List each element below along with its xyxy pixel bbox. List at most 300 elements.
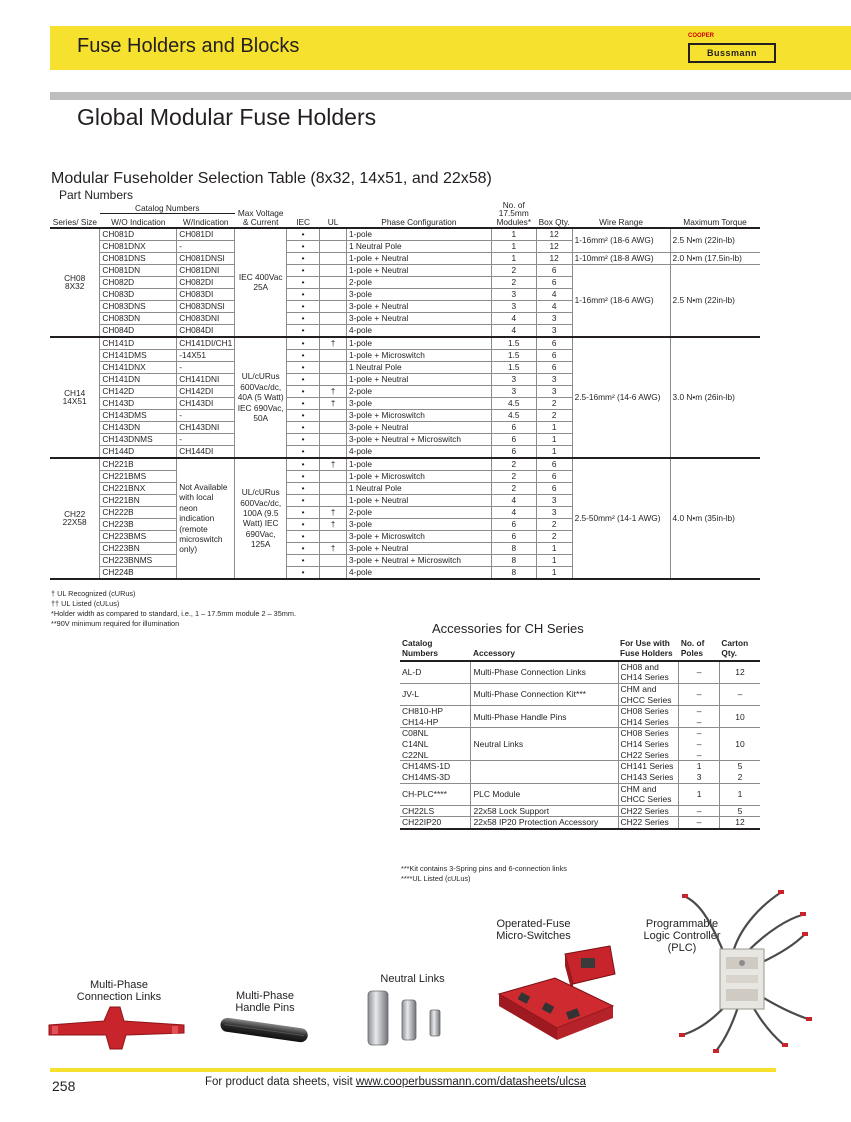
box-qty: 1	[536, 421, 572, 433]
acc-poles	[679, 805, 720, 817]
max-torque: 2.0 N•m (17.5in-lb)	[670, 252, 760, 264]
catalog-w-indication: CH082DI	[177, 276, 235, 288]
modules-count: 4.5	[491, 409, 536, 421]
col-catalog-numbers: Catalog Numbers	[100, 200, 235, 213]
acc-catalog-number-line: CH14MS-1D	[402, 761, 451, 772]
acc-poles-line: 1	[696, 761, 702, 772]
acc-poles-line: –	[696, 805, 702, 816]
acc-col-accessory: Accessory	[471, 637, 618, 661]
catalog-w-indication: -	[177, 361, 235, 373]
iec-mark: •	[287, 288, 320, 300]
ul-mark	[320, 530, 347, 542]
ul-mark	[320, 349, 347, 361]
catalog-wo-indication: CH221BNX	[100, 482, 177, 494]
series-group-ch08	[50, 228, 760, 337]
catalog-wo-indication: CH223B	[100, 518, 177, 530]
phase-configuration: 3-pole + Neutral	[346, 300, 491, 312]
iec-mark: •	[287, 276, 320, 288]
acc-poles-line: –	[696, 749, 702, 760]
iec-mark: •	[287, 506, 320, 518]
ul-mark	[320, 276, 347, 288]
table-row	[400, 805, 760, 817]
fuse-size: 8X32	[64, 281, 85, 292]
acc-catalog-number-line: CH22LS	[402, 805, 435, 816]
modules-count: 4	[491, 324, 536, 337]
modules-count: 2	[491, 470, 536, 482]
catalog-wo-indication: CH141DMS	[100, 349, 177, 361]
box-qty: 6	[536, 470, 572, 482]
acc-for-use	[618, 728, 679, 761]
ul-mark	[320, 312, 347, 324]
part-numbers-label: Part Numbers	[59, 188, 134, 202]
modules-count: 1.5	[491, 361, 536, 373]
box-qty: 12	[536, 240, 572, 252]
ul-mark: †	[320, 385, 347, 397]
wire-range: 2.5-16mm² (14-6 AWG)	[572, 337, 670, 458]
ul-mark: †	[320, 458, 347, 471]
acc-poles-line: –	[696, 817, 702, 828]
acc-poles-line: –	[696, 667, 702, 678]
modules-count: 3	[491, 300, 536, 312]
catalog-wo-indication: CH221BMS	[100, 470, 177, 482]
table-row	[400, 761, 760, 783]
acc-for-use	[618, 683, 679, 705]
acc-for-use-line: CH22 Series	[620, 817, 669, 828]
wire-range: 2.5-50mm² (14-1 AWG)	[572, 458, 670, 579]
box-qty: 1	[536, 554, 572, 566]
page-number: 258	[52, 1078, 76, 1094]
series-name: CH22	[64, 509, 86, 520]
iec-mark: •	[287, 421, 320, 433]
catalog-w-indication: -	[177, 433, 235, 445]
phase-configuration: 1-pole + Microswitch	[346, 349, 491, 361]
catalog-w-indication: -	[177, 409, 235, 421]
series-name: CH14	[64, 388, 86, 399]
box-qty: 1	[536, 566, 572, 579]
acc-for-use-line: CH141 Series	[620, 761, 674, 772]
acc-catalog-number-line: CH14-HP	[402, 716, 439, 727]
page-title: Global Modular Fuse Holders	[77, 104, 377, 130]
series-size-cell	[50, 228, 100, 337]
fuse-size: 22X58	[62, 517, 87, 528]
acc-catalog-number-line: C22NL	[402, 749, 429, 760]
acc-poles	[679, 728, 720, 761]
catalog-w-indication: CH084DI	[177, 324, 235, 337]
table-row	[50, 252, 760, 264]
acc-for-use-line: CH08 Series	[620, 706, 669, 717]
box-qty: 3	[536, 324, 572, 337]
col-max-torque: Maximum Torque	[683, 216, 747, 227]
max-torque: 2.5 N•m (22in-lb)	[670, 228, 760, 253]
modules-count: 8	[491, 554, 536, 566]
acc-for-use	[618, 817, 679, 829]
iec-mark: •	[287, 337, 320, 350]
modules-count: 6	[491, 530, 536, 542]
catalog-wo-indication: CH223BN	[100, 542, 177, 554]
catalog-wo-indication: CH141DNX	[100, 361, 177, 373]
acc-carton-qty-line: 2	[737, 771, 743, 782]
note-line: *Holder width as compared to standard, i.e., 1 – 17.5mm module 2 – 35mm.	[51, 609, 296, 618]
caption-micro-switches: Operated-Fuse Micro-Switches	[496, 918, 571, 942]
modules-count: 2	[491, 276, 536, 288]
catalog-w-indication: CH141DI/CH1	[177, 337, 235, 350]
acc-poles-line: –	[696, 728, 702, 739]
iec-mark: •	[287, 373, 320, 385]
acc-carton-qty-line: 1	[737, 788, 743, 799]
ul-mark	[320, 554, 347, 566]
series-group-ch22	[50, 458, 760, 579]
series-name: CH08	[64, 273, 86, 284]
catalog-wo-indication: CH081D	[100, 228, 177, 241]
max-voltage-current: UL/cURus 600Vac/dc, 40A (5 Watt) IEC 690Vac, 50A	[235, 337, 287, 458]
wire-range: 1-16mm² (18-6 AWG)	[572, 264, 670, 337]
ul-mark	[320, 264, 347, 276]
phase-configuration: 2-pole	[346, 506, 491, 518]
catalog-w-indication: CH083DNSI	[177, 300, 235, 312]
max-torque: 3.0 N•m (26in-lb)	[670, 337, 760, 458]
acc-col-for-use: For Use with Fuse Holders	[618, 637, 679, 661]
col-phase: Phase Configuration	[381, 216, 457, 227]
title-rule	[50, 92, 851, 100]
acc-carton-qty	[719, 783, 760, 805]
acc-accessory: Multi-Phase Connection Links	[471, 661, 618, 684]
ul-mark	[320, 566, 347, 579]
acc-poles	[679, 761, 720, 783]
catalog-wo-indication: CH221BN	[100, 494, 177, 506]
acc-carton-qty-line: 12	[735, 667, 745, 678]
table-row	[50, 337, 760, 350]
catalog-wo-indication: CH144D	[100, 445, 177, 458]
modules-count: 2	[491, 264, 536, 276]
modules-count: 6	[491, 445, 536, 458]
acc-for-use-line: CHM and	[620, 783, 657, 794]
table-row	[400, 706, 760, 728]
acc-for-use-line: CHCC Series	[620, 694, 672, 705]
catalog-w-indication-note: Not Available with local neon indication (remote microswitch only)	[177, 458, 235, 579]
catalog-w-indication: CH081DI	[177, 228, 235, 241]
box-qty: 2	[536, 409, 572, 421]
acc-for-use-line: CH22 Series	[620, 749, 669, 760]
col-w-indication: W/Indication	[182, 216, 229, 227]
iec-mark: •	[287, 409, 320, 421]
catalog-wo-indication: CH083DNS	[100, 300, 177, 312]
ul-mark	[320, 373, 347, 385]
acc-col-catalog: Catalog Numbers	[400, 637, 471, 661]
table-row	[50, 264, 760, 276]
ul-mark	[320, 421, 347, 433]
acc-for-use-line: CH143 Series	[620, 771, 674, 782]
catalog-wo-indication: CH141D	[100, 337, 177, 350]
acc-carton-qty-line: 12	[735, 817, 745, 828]
acc-catalog-number	[400, 783, 471, 805]
modules-count: 6	[491, 433, 536, 445]
catalog-wo-indication: CH143D	[100, 397, 177, 409]
acc-col-carton: Carton Qty.	[719, 637, 760, 661]
max-voltage-current: UL/cURus 600Vac/dc, 100A (9.5 Watt) IEC 690Vac, 125A	[235, 458, 287, 579]
wire-range: 1-10mm² (18-8 AWG)	[572, 252, 670, 264]
acc-for-use-line: CH08 Series	[620, 728, 669, 739]
multi-phase-links-image	[44, 1003, 194, 1053]
ul-mark	[320, 288, 347, 300]
acc-carton-qty-line: 10	[735, 711, 745, 722]
phase-configuration: 3-pole + Neutral	[346, 312, 491, 324]
neutral-links-image	[362, 988, 452, 1048]
ul-mark	[320, 228, 347, 241]
modules-count: 1	[491, 252, 536, 264]
acc-poles	[679, 661, 720, 684]
ul-mark: †	[320, 518, 347, 530]
modules-count: 1.5	[491, 337, 536, 350]
catalog-wo-indication: CH143DNMS	[100, 433, 177, 445]
caption-handle-pins: Multi-Phase Handle Pins	[235, 990, 295, 1014]
table-row	[400, 817, 760, 829]
box-qty: 4	[536, 288, 572, 300]
logo-small-text: COOPER	[688, 33, 715, 39]
phase-configuration: 1-pole + Microswitch	[346, 470, 491, 482]
note-line: † UL Recognized (cURus)	[51, 589, 136, 598]
phase-configuration: 2-pole	[346, 276, 491, 288]
acc-carton-qty-line: –	[737, 689, 743, 700]
acc-carton-qty-line: 10	[735, 739, 745, 750]
modules-count: 8	[491, 542, 536, 554]
iec-mark: •	[287, 458, 320, 471]
iec-mark: •	[287, 554, 320, 566]
catalog-w-indication: CH081DNI	[177, 264, 235, 276]
ul-mark: †	[320, 542, 347, 554]
box-qty: 4	[536, 300, 572, 312]
phase-configuration: 3-pole + Neutral + Microswitch	[346, 554, 491, 566]
iec-mark: •	[287, 300, 320, 312]
col-iec: IEC	[296, 216, 311, 227]
acc-carton-qty-line: 5	[737, 805, 743, 816]
catalog-wo-indication: CH083D	[100, 288, 177, 300]
max-torque: 4.0 N•m (35in-lb)	[670, 458, 760, 579]
box-qty: 1	[536, 433, 572, 445]
phase-configuration: 4-pole	[346, 566, 491, 579]
box-qty: 3	[536, 373, 572, 385]
catalog-wo-indication: CH223BNMS	[100, 554, 177, 566]
acc-poles	[679, 817, 720, 829]
acc-poles-line: –	[696, 739, 702, 750]
modules-count: 8	[491, 566, 536, 579]
catalog-w-indication: CH143DNI	[177, 421, 235, 433]
acc-for-use-line: CH08 and	[620, 661, 659, 672]
iec-mark: •	[287, 566, 320, 579]
phase-configuration: 1 Neutral Pole	[346, 240, 491, 252]
accessories-title: Accessories for CH Series	[432, 621, 584, 636]
acc-catalog-number-line: C14NL	[402, 739, 429, 750]
logo-wordmark: Bussmann	[688, 43, 776, 63]
footer-text	[205, 1076, 586, 1088]
box-qty: 3	[536, 506, 572, 518]
ul-mark	[320, 445, 347, 458]
box-qty: 6	[536, 337, 572, 350]
iec-mark: •	[287, 445, 320, 458]
iec-mark: •	[287, 482, 320, 494]
catalog-w-indication: CH143DI	[177, 397, 235, 409]
acc-carton-qty	[719, 761, 760, 783]
phase-configuration: 1-pole + Neutral	[346, 252, 491, 264]
acc-accessory: Multi-Phase Connection Kit***	[471, 683, 618, 705]
plc-module-image	[672, 885, 812, 1057]
box-qty: 6	[536, 264, 572, 276]
table-row	[400, 783, 760, 805]
acc-for-use-line: CHCC Series	[620, 794, 672, 805]
note-line: **90V minimum required for illumination	[51, 619, 180, 628]
acc-poles-line: 3	[696, 771, 702, 782]
acc-catalog-number	[400, 761, 471, 783]
note-line: †† UL Listed (cULus)	[51, 599, 120, 608]
phase-configuration: 1-pole	[346, 458, 491, 471]
table-row	[400, 661, 760, 684]
ul-mark	[320, 300, 347, 312]
ul-mark	[320, 482, 347, 494]
catalog-w-indication: CH142DI	[177, 385, 235, 397]
micro-switches-image	[495, 944, 620, 1042]
footer-rule	[50, 1068, 776, 1072]
box-qty: 3	[536, 385, 572, 397]
phase-configuration: 3-pole + Neutral	[346, 542, 491, 554]
phase-configuration: 3-pole + Microswitch	[346, 530, 491, 542]
acc-for-use	[618, 761, 679, 783]
phase-configuration: 2-pole	[346, 385, 491, 397]
modules-count: 1	[491, 240, 536, 252]
modules-count: 3	[491, 288, 536, 300]
acc-poles-line: –	[696, 706, 702, 717]
header-bar	[50, 26, 851, 70]
phase-configuration: 1-pole + Neutral	[346, 373, 491, 385]
acc-accessory: Multi-Phase Handle Pins	[471, 706, 618, 728]
acc-catalog-number	[400, 683, 471, 705]
iec-mark: •	[287, 312, 320, 324]
acc-catalog-number-line: C08NL	[402, 728, 429, 739]
phase-configuration: 1-pole	[346, 337, 491, 350]
ul-mark: †	[320, 337, 347, 350]
iec-mark: •	[287, 494, 320, 506]
selection-table	[50, 200, 760, 580]
selection-table-notes	[51, 589, 296, 629]
modules-count: 2	[491, 482, 536, 494]
series-size-cell	[50, 337, 100, 458]
accessories-table	[400, 637, 760, 830]
iec-mark: •	[287, 252, 320, 264]
box-qty: 6	[536, 361, 572, 373]
acc-accessory: 22x58 Lock Support	[471, 805, 618, 817]
acc-catalog-number	[400, 728, 471, 761]
phase-configuration: 3-pole	[346, 288, 491, 300]
iec-mark: •	[287, 397, 320, 409]
catalog-w-indication: CH141DNI	[177, 373, 235, 385]
catalog-w-indication: CH081DNSI	[177, 252, 235, 264]
ul-mark	[320, 494, 347, 506]
acc-poles	[679, 683, 720, 705]
catalog-w-indication: CH083DNI	[177, 312, 235, 324]
modules-count: 4	[491, 494, 536, 506]
acc-for-use	[618, 805, 679, 817]
selection-table-title: Modular Fuseholder Selection Table (8x32, 14x51, and 22x58)	[51, 170, 492, 187]
iec-mark: •	[287, 470, 320, 482]
note-line: ***Kit contains 3-Spring pins and 6-connection links	[401, 864, 567, 873]
bussmann-logo	[688, 33, 778, 65]
phase-configuration: 3-pole	[346, 397, 491, 409]
box-qty: 12	[536, 228, 572, 241]
catalog-wo-indication: CH083DN	[100, 312, 177, 324]
box-qty: 6	[536, 349, 572, 361]
catalog-wo-indication: CH143DMS	[100, 409, 177, 421]
ul-mark	[320, 240, 347, 252]
acc-carton-qty	[719, 817, 760, 829]
acc-for-use	[618, 706, 679, 728]
acc-carton-qty	[719, 706, 760, 728]
caption-neutral-links: Neutral Links	[380, 973, 445, 985]
iec-mark: •	[287, 361, 320, 373]
accessories-table-body	[400, 661, 760, 829]
box-qty: 1	[536, 542, 572, 554]
iec-mark: •	[287, 542, 320, 554]
phase-configuration: 3-pole + Neutral	[346, 421, 491, 433]
catalog-wo-indication: CH222B	[100, 506, 177, 518]
modules-count: 1.5	[491, 349, 536, 361]
iec-mark: •	[287, 518, 320, 530]
acc-for-use	[618, 661, 679, 684]
table-row	[400, 683, 760, 705]
max-torque: 2.5 N•m (22in-lb)	[670, 264, 760, 337]
acc-for-use-line: CHM and	[620, 683, 657, 694]
phase-configuration: 3-pole + Neutral + Microswitch	[346, 433, 491, 445]
catalog-wo-indication: CH224B	[100, 566, 177, 579]
table-row	[400, 728, 760, 761]
acc-carton-qty	[719, 683, 760, 705]
acc-catalog-number-line: CH-PLC****	[402, 788, 447, 799]
caption-multi-phase-links: Multi-Phase Connection Links	[76, 979, 162, 1003]
phase-configuration: 1 Neutral Pole	[346, 482, 491, 494]
modules-count: 2	[491, 458, 536, 471]
datasheets-link[interactable]: www.cooperbussmann.com/datasheets/ulcsa	[355, 1076, 586, 1088]
acc-poles	[679, 783, 720, 805]
catalog-wo-indication: CH223BMS	[100, 530, 177, 542]
acc-carton-qty	[719, 661, 760, 684]
acc-for-use-line: CH22 Series	[620, 805, 669, 816]
acc-carton-qty-line: 5	[737, 761, 743, 772]
phase-configuration: 3-pole	[346, 518, 491, 530]
catalog-wo-indication: CH082D	[100, 276, 177, 288]
acc-for-use-line: CH14 Series	[620, 672, 669, 683]
ul-mark	[320, 361, 347, 373]
catalog-wo-indication: CH221B	[100, 458, 177, 471]
box-qty: 6	[536, 458, 572, 471]
max-voltage-current: IEC 400Vac 25A	[235, 228, 287, 337]
wire-range: 1-16mm² (18-6 AWG)	[572, 228, 670, 253]
phase-configuration: 1-pole + Neutral	[346, 264, 491, 276]
modules-count: 4.5	[491, 397, 536, 409]
acc-accessory	[471, 761, 618, 783]
box-qty: 2	[536, 530, 572, 542]
series-group-ch14	[50, 337, 760, 458]
iec-mark: •	[287, 228, 320, 241]
iec-mark: •	[287, 349, 320, 361]
box-qty: 2	[536, 397, 572, 409]
acc-for-use-line: CH14 Series	[620, 716, 669, 727]
phase-configuration: 3-pole + Microswitch	[346, 409, 491, 421]
acc-poles	[679, 706, 720, 728]
catalog-w-indication: -	[177, 240, 235, 252]
handle-pins-image	[214, 1015, 314, 1047]
acc-catalog-number	[400, 661, 471, 684]
col-ul: UL	[327, 216, 339, 227]
series-size-cell	[50, 458, 100, 579]
modules-count: 3	[491, 373, 536, 385]
acc-col-poles: No. of Poles	[679, 637, 720, 661]
